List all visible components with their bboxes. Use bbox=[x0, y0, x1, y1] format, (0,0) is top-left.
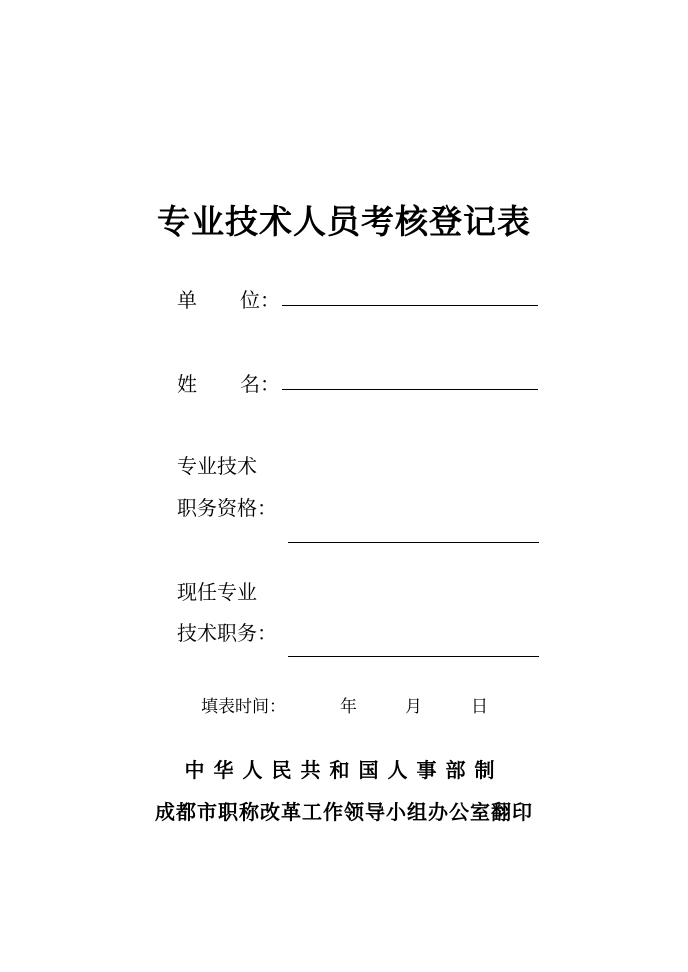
unit-label-char2: 位： bbox=[240, 288, 280, 312]
current-position-label-line1: 现任专业 bbox=[177, 580, 257, 604]
qualification-label-line1: 专业技术 bbox=[177, 454, 257, 478]
current-position-input-line[interactable] bbox=[288, 656, 539, 657]
fill-time-label: 填表时间： bbox=[201, 697, 286, 717]
qualification-label-line2: 职务资格： bbox=[177, 496, 277, 520]
form-title: 专业技术人员考核登记表 bbox=[157, 202, 531, 241]
issuer-line: 中华人民共和国人事部制 bbox=[184, 758, 504, 782]
fill-time-day: 日 bbox=[471, 697, 488, 717]
current-position-label-line2: 技术职务： bbox=[177, 621, 277, 645]
fill-time-year: 年 bbox=[340, 697, 357, 717]
fill-time-month: 月 bbox=[405, 697, 422, 717]
unit-label-char1: 单 bbox=[177, 288, 197, 312]
unit-input-line[interactable] bbox=[282, 305, 538, 306]
qualification-input-line[interactable] bbox=[288, 542, 539, 543]
name-label-char1: 姓 bbox=[177, 372, 197, 396]
name-label-char2: 名： bbox=[240, 372, 280, 396]
printer-line: 成都市职称改革工作领导小组办公室翻印 bbox=[155, 800, 533, 824]
name-input-line[interactable] bbox=[282, 389, 538, 390]
